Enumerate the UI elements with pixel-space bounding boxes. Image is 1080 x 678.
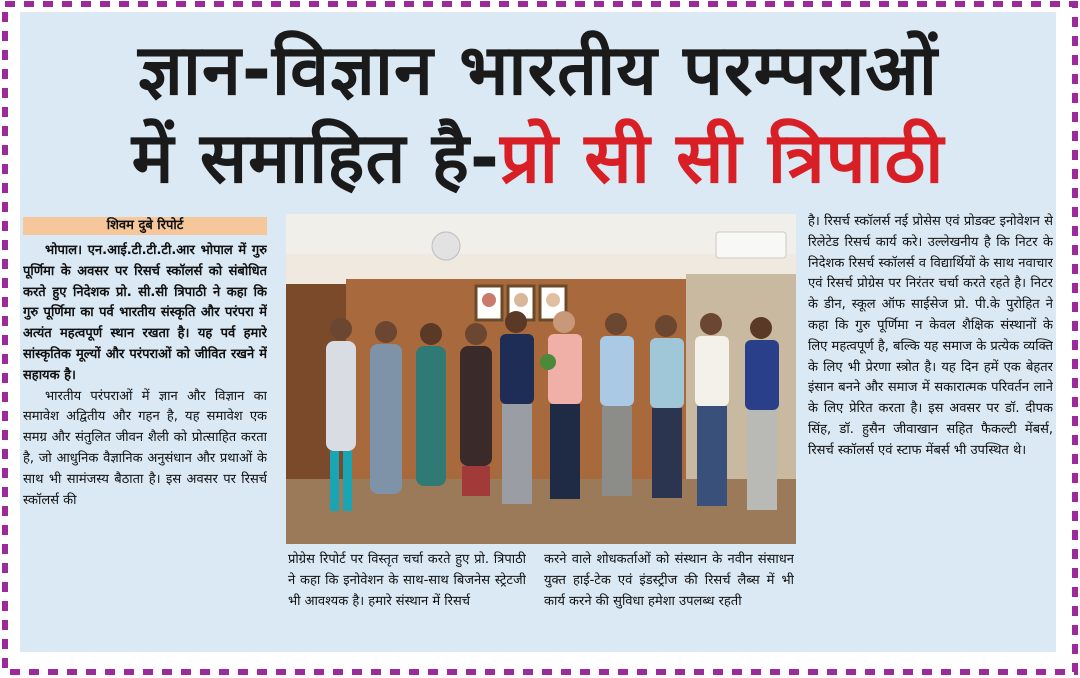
headline: [20, 12, 1056, 212]
news-clipping: [20, 12, 1056, 652]
byline: शिवम दुबे रिपोर्ट: [23, 217, 267, 235]
article-lead-paragraph: भोपाल। एन.आई.टी.टी.टी.आर भोपाल में गुरु पूर्णिमा के अवसर पर रिसर्च स्कॉलर्स को संबोधित करते हुए निदेशक प्रो. सी.सी त्रिपाठी ने कहा कि गुरु पूर्णिमा का पर्व भारतीय संस्कृति और परंपरा में अत्यंत महत्वपूर्ण स्थान रखता है। यह पर्व हमारे सांस्कृतिक मूल्यों और परंपराओं को जीवित रखने में सहायक है।: [23, 243, 267, 383]
article-column-middle-1: [288, 550, 526, 652]
headline-speaker-name: प्रो सी सी त्रिपाठी: [499, 117, 945, 199]
article-column-left: [23, 217, 267, 652]
article-paragraph-mid-2: करने वाले शोधकर्ताओं को संस्थान के नवीन संसाधन युक्त हाई-टेक एवं इंडस्ट्रीज की रिसर्च लैब्स में भी कार्य करने की सुविधा हमेशा उपलब्ध रहती: [544, 552, 794, 609]
headline-line-2-black: में समाहित है-: [131, 117, 500, 199]
headline-line-2: [20, 118, 1056, 198]
article-column-middle-2: [544, 550, 794, 652]
group-photo: [286, 214, 796, 544]
headline-line-1: ज्ञान-विज्ञान भारतीय परम्पराओं: [138, 29, 938, 111]
article-column-right: [808, 212, 1053, 652]
article-paragraph-mid-1: प्रोग्रेस रिपोर्ट पर विस्तृत चर्चा करते हुए प्रो. त्रिपाठी ने कहा कि इनोवेशन के साथ-साथ बिजनेस स्ट्रेटजी भी आवश्यक है। हमारे संस्थान में रिसर्च: [288, 552, 526, 609]
article-paragraph-2: भारतीय परंपराओं में ज्ञान और विज्ञान का समावेश अद्वितीय और गहन है, यह समावेश एक समग्र और संतुलित जीवन शैली को प्रोत्साहित करता है, जो आधुनिक वैज्ञानिक अनुसंधान और प्रथाओं के साथ भी सामंजस्य बैठाता है। इस अवसर पर रिसर्च स्कॉलर्स की: [23, 388, 267, 508]
article-paragraph-right: है। रिसर्च स्कॉलर्स नई प्रोसेस एवं प्रोडक्ट इनोवेशन से रिलेटेड रिसर्च कार्य करे। उल्लेखनीय है कि निटर के निदेशक रिसर्च स्कॉलर्स व विद्यार्थियों के साथ नवाचार एवं रिसर्च प्रोग्रेस पर निरंतर चर्चा करते रहते है। निटर के डीन, स्कूल ऑफ साईसेज प्रो. पी.के पुरोहित ने कहा कि गुरु पूर्णिमा न केवल शैक्षिक संस्थानों के लिए महत्वपूर्ण है, बल्कि यह समाज के प्रत्येक व्यक्ति के लिए भी प्रेरणा स्त्रोत है। यह दिन हमें एक बेहतर इंसान बनने और समाज में सकारात्मक परिवर्तन लाने के लिए प्रेरित करता है। इस अवसर पर डॉ. दीपक सिंह, डॉ. हुसैन जीवाखान सहित फैकल्टी मेंबर्स, रिसर्च स्कॉलर्स एवं स्टाफ मेंबर्स भी उपस्थित थे।: [808, 214, 1053, 458]
